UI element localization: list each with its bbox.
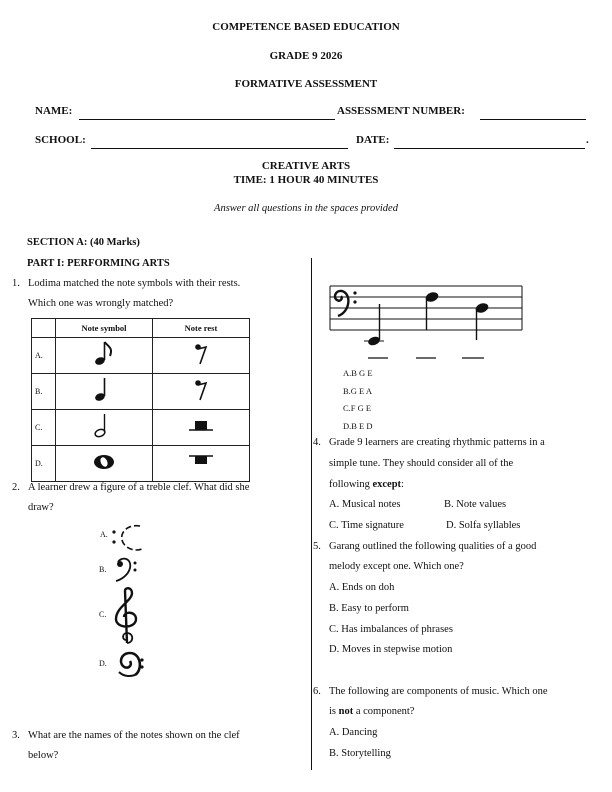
table-row [32, 446, 250, 482]
semibreve-note-icon [89, 446, 119, 476]
column-divider [311, 258, 312, 770]
assessment-number-label: ASSESSMENT NUMBER: [337, 105, 465, 117]
school-field[interactable] [91, 148, 348, 149]
quaver-rest-icon [186, 374, 216, 404]
q3-option-a[interactable]: A.B G E [343, 368, 373, 378]
q2-number: 2. [12, 482, 20, 493]
q6-option-a[interactable]: A. Dancing [329, 727, 378, 738]
q2-text-1: A learner drew a figure of a treble clef. What did she [28, 482, 250, 493]
q5-option-c[interactable]: C. Has imbalances of phrases [329, 624, 453, 635]
staff-bass-clef-icon [335, 291, 348, 316]
q4-option-b[interactable]: B. Note values [444, 499, 507, 510]
q1-text-2: Which one was wrongly matched? [28, 298, 174, 309]
q6-text-2: is not a component? [329, 706, 415, 717]
assessment-number-field[interactable] [480, 119, 586, 120]
date-end-dot: . [586, 134, 589, 146]
minim-rest-icon [186, 410, 216, 440]
instructions: Answer all questions in the spaces provided [214, 203, 398, 214]
q5-text-2: melody except one. Which one? [329, 561, 464, 572]
q1-number: 1. [12, 278, 20, 289]
title-line-1: COMPETENCE BASED EDUCATION [212, 21, 400, 33]
q2-option-c-label: C. [99, 610, 107, 619]
q5-option-d[interactable]: D. Moves in stepwise motion [329, 644, 453, 655]
q2-option-d-label: D. [99, 659, 107, 668]
q5-option-a[interactable]: A. Ends on doh [329, 582, 395, 593]
q5-number: 5. [313, 541, 321, 552]
table-row [32, 374, 250, 410]
col-note-rest: Note rest [153, 319, 250, 338]
name-label: NAME: [35, 105, 73, 117]
q6-option-b[interactable]: B. Storytelling [329, 748, 391, 759]
q5-option-b[interactable]: B. Easy to perform [329, 603, 409, 614]
q4-option-d[interactable]: D. Solfa syllables [446, 520, 521, 531]
q4-text-1: Grade 9 learners are creating rhythmic patterns in a [329, 437, 545, 448]
q6-text-1: The following are components of music. Which one [329, 686, 548, 697]
q3-text-2: below? [28, 750, 59, 761]
q5-text-1: Garang outlined the following qualities of a good [329, 541, 537, 552]
note-table [31, 318, 250, 482]
bass-clef-large-icon [113, 648, 147, 680]
q2-option-a-label: A. [100, 530, 108, 539]
bass-staff-figure [328, 272, 528, 364]
q3-option-d[interactable]: D.B E D [343, 420, 373, 431]
q4-option-a[interactable]: A. Musical notes [329, 499, 401, 510]
row-label: B. [32, 374, 56, 410]
crotchet-note-icon [89, 374, 119, 404]
q1-text-1: Lodima matched the note symbols with their rests. [28, 278, 241, 289]
subject-title: CREATIVE ARTS [261, 160, 351, 172]
q4-option-c[interactable]: C. Time signature [329, 520, 404, 531]
title-line-2: GRADE 9 2026 [269, 50, 343, 62]
table-row [32, 338, 250, 374]
q2-text-2: draw? [28, 502, 54, 513]
row-label: A. [32, 338, 56, 374]
school-label: SCHOOL: [35, 134, 86, 146]
minim-note-icon [89, 410, 119, 440]
section-title: SECTION A: (40 Marks) [27, 237, 140, 248]
q3-text-1: What are the names of the notes shown on the clef [28, 730, 240, 741]
quaver-note-icon [89, 338, 119, 368]
row-label: D. [32, 446, 56, 482]
q2-option-b-label: B. [99, 565, 107, 574]
col-note-symbol: Note symbol [56, 319, 153, 338]
q6-number: 6. [313, 686, 321, 697]
q4-text-3: following except: [329, 479, 404, 490]
row-label: C. [32, 410, 56, 446]
semibreve-rest-icon [186, 446, 216, 476]
q3-option-c[interactable]: C.F G E [343, 403, 372, 413]
q4-text-2: simple tune. They should consider all of the [329, 458, 514, 469]
q3-options [343, 365, 373, 435]
quaver-rest-icon [186, 338, 216, 368]
q3-number: 3. [12, 730, 20, 741]
bass-clef-small-icon [112, 554, 140, 584]
table-row [32, 410, 250, 446]
part-title: PART I: PERFORMING ARTS [27, 258, 170, 269]
date-field[interactable] [394, 148, 585, 149]
name-field[interactable] [79, 119, 335, 120]
time-allowed: TIME: 1 HOUR 40 MINUTES [233, 174, 379, 186]
c-clef-shape-icon [110, 522, 150, 554]
title-line-3: FORMATIVE ASSESSMENT [234, 78, 378, 90]
q4-number: 4. [313, 437, 321, 448]
q3-option-b[interactable]: B.G E A [343, 385, 373, 396]
treble-clef-icon [110, 585, 142, 647]
date-label: DATE: [356, 134, 390, 146]
